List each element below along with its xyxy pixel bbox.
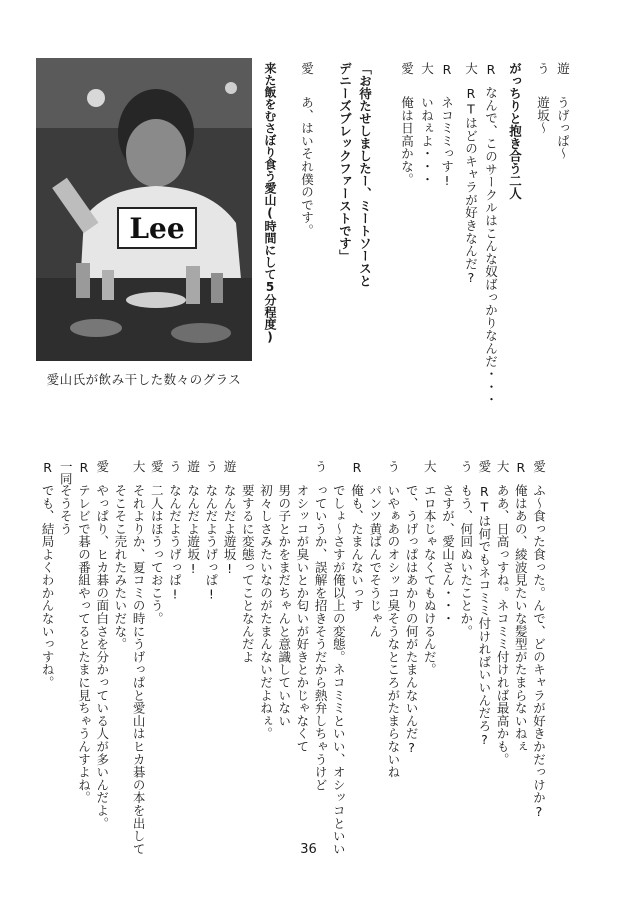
speaker-label: 愛 — [531, 460, 547, 473]
speaker-label: R — [76, 460, 92, 475]
speaker-label: 遊 — [222, 460, 238, 473]
speaker-label: R — [513, 460, 529, 475]
dialogue-line: さすが、愛山さん・・・ — [440, 484, 456, 625]
speaker-label: R — [439, 62, 455, 77]
dialogue-line: パンツ黄ばんでそうじゃん — [367, 484, 383, 638]
dialogue-line: 初々しさみたいなのがたまんないだよねぇ。 — [258, 484, 274, 740]
speaker-label: R — [349, 460, 365, 475]
speaker-label: 大 — [463, 62, 479, 75]
dialogue-line: 遊坂〜 — [535, 96, 551, 135]
dialogue-line: 俺はあの、綾波見たいな髪型がたまらないねぇ — [513, 484, 529, 753]
speaker-label: 愛 — [476, 460, 492, 473]
stage-direction: 来た飯をむさぼり食う愛山(時間にして5分程度) — [263, 62, 277, 344]
dialogue-line: で、うげっぱはあかりの何がたまんないんだ? — [404, 484, 420, 756]
speaker-label: う — [167, 460, 183, 473]
dialogue-line: あ、はいそれ僕のです。 — [299, 96, 315, 237]
dialogue-line: やっぱり、ヒカ碁の面白さを分かっている人が多いんだよ。 — [94, 484, 110, 830]
photo-illustration — [36, 58, 252, 361]
dialogue-line: いやぁあのオシッコ臭そうなところがたまらないね — [385, 484, 401, 779]
dialogue-line: RTはどのキャラが好きなんだ? — [463, 86, 479, 286]
dialogue-line: なんだようげっぱ! — [167, 484, 183, 602]
speaker-label: 愛 — [299, 62, 315, 75]
dialogue-line: なんだよ遊坂! — [185, 484, 201, 577]
dialogue-line: っていうか、誤解を招きそうだから熱弁しちゃうけど — [313, 484, 329, 792]
stage-direction: がっちりと抱き合う二人 — [507, 62, 523, 200]
dialogue-line: なんで、このサークルはこんな奴ばっかりなんだ・・・ — [483, 86, 499, 406]
speaker-label: う — [203, 460, 219, 473]
dialogue-line: ネコミミっす! — [439, 96, 455, 189]
stage-direction: デニーズブレックファーストです」 — [337, 62, 353, 262]
dialogue-line: ああ、日高っすね。ネコミミ付ければ最高かも。 — [495, 484, 511, 766]
dialogue-line: でも、結局よくわかんないっすね。 — [40, 484, 56, 689]
speaker-label: 一同 — [58, 460, 74, 485]
dialogue-line: 男の子とかをまだちゃんと意識していない — [276, 484, 292, 728]
dialogue-line: ふ〜食った食った。んで、どのキャラが好きかだっけか? — [531, 484, 547, 820]
speaker-label: 大 — [131, 460, 147, 473]
speaker-label: 大 — [422, 460, 438, 473]
speaker-label: R — [40, 460, 56, 475]
speaker-label: う — [385, 460, 401, 473]
dialogue-line: なんだよ遊坂! — [222, 484, 238, 577]
photo — [36, 58, 252, 361]
stage-direction: 「お待たせしましたー、ミートソースと — [357, 62, 373, 287]
dialogue-line: テレビで碁の番組やってるとたまに見ちゃうんすよね。 — [76, 484, 92, 804]
speaker-label: 愛 — [149, 460, 165, 473]
dialogue-line: RTは何でもネコミミ付ければいいんだろ? — [476, 484, 492, 748]
speaker-label: う — [535, 62, 551, 75]
shirt-text: Lee — [129, 212, 185, 245]
dialogue-line: 俺は日高かな。 — [399, 96, 415, 186]
dialogue-line: そうそう — [58, 484, 74, 536]
speaker-label: R — [483, 62, 499, 77]
dialogue-line: 二人はほうっておこう。 — [149, 484, 165, 625]
photo-caption: 愛山氏が飲み干した数々のグラス — [46, 372, 242, 387]
speaker-label: 遊 — [185, 460, 201, 473]
dialogue-line: オシッコが臭いとか匂いが好きとかじゃなくて — [294, 484, 310, 753]
speaker-label: 大 — [495, 460, 511, 473]
dialogue-line: なんだようげっぱ! — [203, 484, 219, 602]
speaker-label: 愛 — [94, 460, 110, 473]
dialogue-line: エロ本じゃなくてもぬけるんだ。 — [422, 484, 438, 676]
dialogue-line: それよりか、夏コミの時にうげっぱと愛山はヒカ碁の本を出して — [131, 484, 147, 856]
dialogue-line: でしょ〜さすが俺以上の変態。ネコミミといい、オシッコといい — [331, 484, 347, 856]
speaker-label: う — [458, 460, 474, 473]
dialogue-line: そこそこ売れたみたいだな。 — [112, 484, 128, 651]
speaker-label: 大 — [419, 62, 435, 75]
speaker-label: 遊 — [555, 62, 571, 75]
speaker-label: 愛 — [399, 62, 415, 75]
speaker-label: う — [313, 460, 329, 473]
dialogue-line: 俺も、たまんないっす — [349, 484, 365, 612]
page-number: 36 — [300, 842, 317, 857]
dialogue-line: 要するに変態ってことなんだよ — [240, 484, 256, 664]
dialogue-line: いねぇよ・・・ — [419, 96, 435, 186]
dialogue-line: うげっぱ〜 — [555, 96, 571, 160]
dialogue-line: もう、何回ぬいたことか。 — [458, 484, 474, 638]
